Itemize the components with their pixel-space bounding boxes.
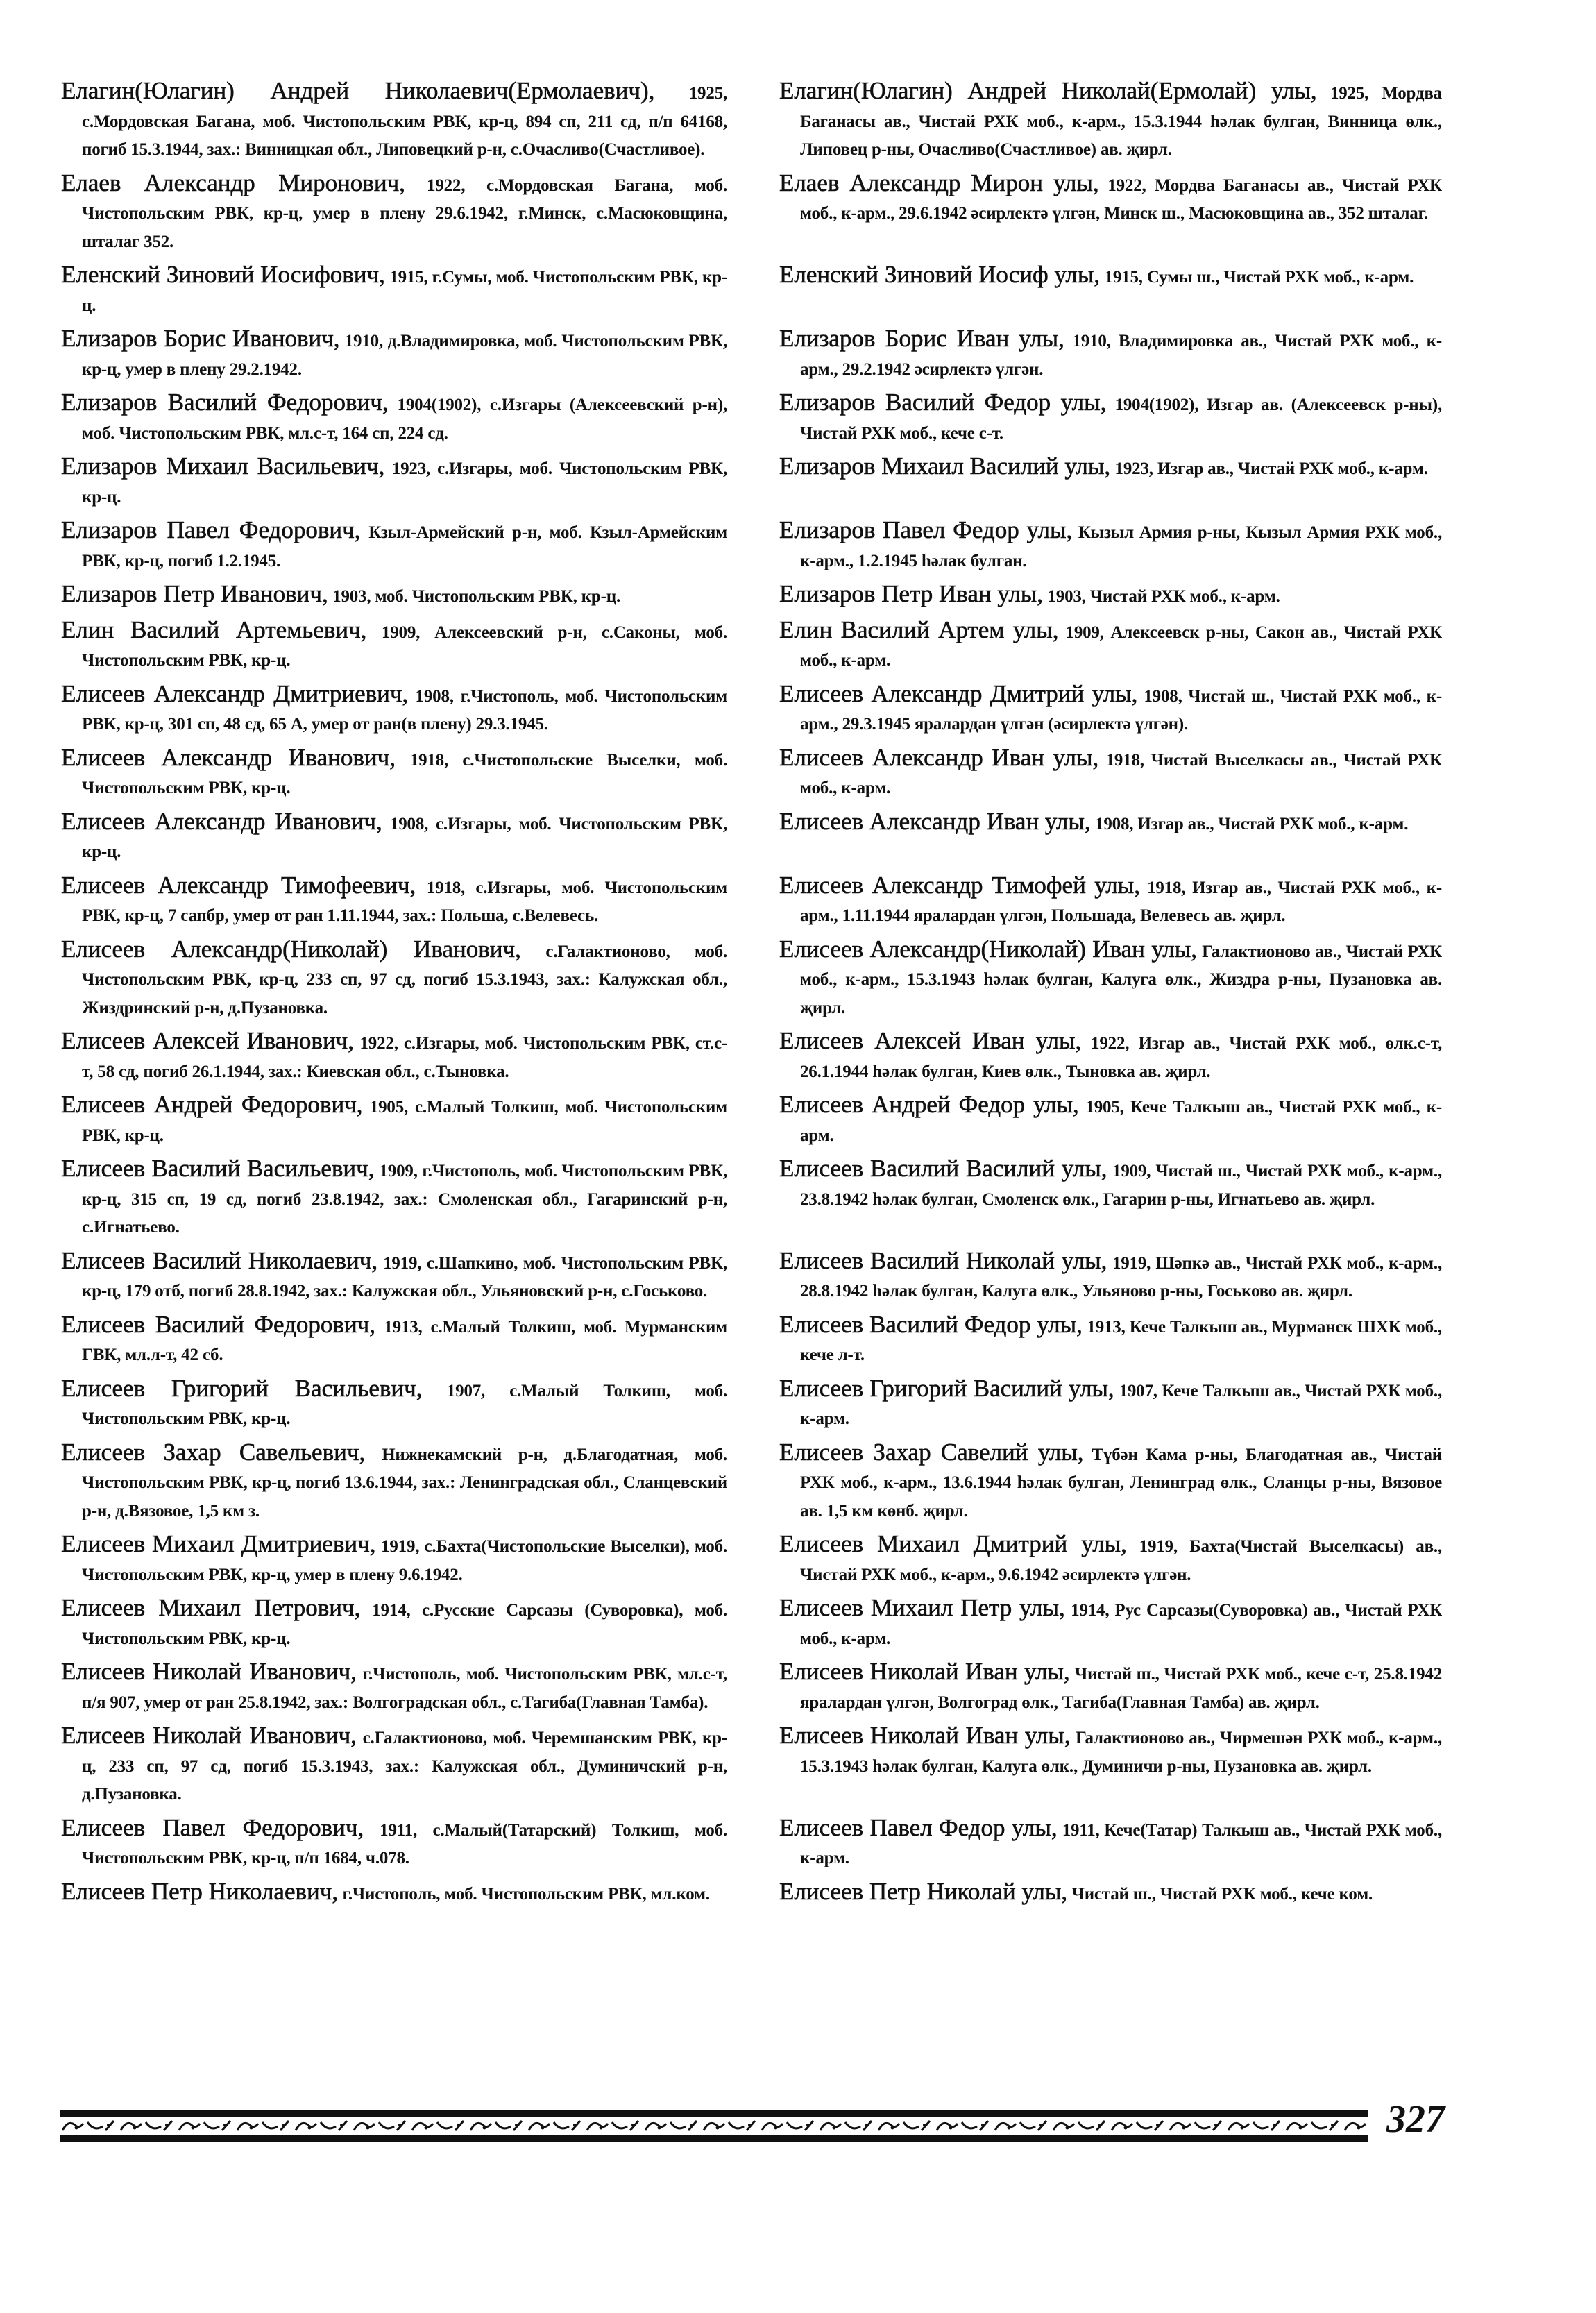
entry-details: Чистай ш., Чистай РХК моб., кече ком. bbox=[1071, 1884, 1373, 1904]
entry-details: Чистай ш., Чистай РХК моб., кече с-т, 25.8.1942 яралардан үлгән, Волгоград өлк., Тагиба(Главная Тамба) ав. җирл. bbox=[800, 1665, 1442, 1712]
entry-person-name: Елисеев Василий Николаевич, bbox=[61, 1246, 378, 1274]
entry-details: с.Галактионово, моб. Черемшанским РВК, кр-ц, 233 сп, 97 сд, погиб 15.3.1943, зах.: Калужская обл., Думиничский р-н, д.Пузановка. bbox=[82, 1729, 727, 1804]
entry-person-name: Елисеев Андрей Федор улы, bbox=[779, 1091, 1079, 1118]
entry-details: 1908, Изгар ав., Чистай РХК моб., к-арм. bbox=[1095, 814, 1409, 833]
entry-person-name: Елисеев Николай Иван улы, bbox=[779, 1722, 1071, 1749]
entry-person-name: Елисеев Александр Иван улы, bbox=[779, 807, 1091, 835]
entry-person-name: Елисеев Захар Савельевич, bbox=[61, 1438, 366, 1466]
entry-tatar bbox=[779, 1879, 1442, 1908]
entry-person-name: Еленский Зиновий Иосифович, bbox=[61, 261, 385, 288]
entry-person-name: Елизаров Михаил Василий улы, bbox=[779, 452, 1111, 480]
entry-details: 1911, Кече(Татар) Талкыш ав., Чистай РХК моб., к-арм. bbox=[800, 1820, 1442, 1867]
entry-person-name: Елагин(Юлагин) Андрей Николай(Ермолай) улы, bbox=[779, 77, 1317, 104]
entry-details: Түбән Кама р-ны, Благодатная ав., Чистай РХК моб., к-арм., 13.6.1944 һәлак булган, Ленинград өлк., Сланцы р-ны, Вязовое ав. 1,5 км көнб. җирл. bbox=[800, 1445, 1442, 1520]
entry-person-name: Елизаров Павел Федорович, bbox=[61, 516, 361, 543]
entry-row bbox=[61, 1879, 1442, 1908]
entry-person-name: Елисеев Петр Николаевич, bbox=[61, 1877, 339, 1905]
entry-details: 1919, Шәпкә ав., Чистай РХК моб., к-арм., 28.8.1942 һәлак булган, Калуга өлк., Ульяново р-ны, Госьково ав. җирл. bbox=[800, 1253, 1442, 1300]
entry-details: 1908, г.Чистополь, моб. Чистопольским РВК, кр-ц, 301 сп, 48 сд, 65 А, умер от ран(в плену) 29.3.1945. bbox=[82, 686, 727, 734]
entry-tatar bbox=[779, 1722, 1442, 1808]
entry-row bbox=[61, 1815, 1442, 1872]
entry-russian bbox=[61, 1659, 727, 1716]
entry-row bbox=[61, 1722, 1442, 1808]
entry-tatar bbox=[779, 1659, 1442, 1716]
entry-person-name: Елисеев Михаил Петрович, bbox=[61, 1594, 361, 1621]
entry-tatar bbox=[779, 1375, 1442, 1433]
entry-tatar bbox=[779, 78, 1442, 164]
entry-details: 1922, Изгар ав., Чистай РХК моб., өлк.с-т, 26.1.1944 һәлак булган, Киев өлк., Тыновка ав. җирл. bbox=[800, 1034, 1442, 1081]
entry-details: 1903, Чистай РХК моб., к-арм. bbox=[1047, 587, 1280, 606]
entry-person-name: Елин Василий Артемьевич, bbox=[61, 616, 367, 643]
entry-russian bbox=[61, 389, 727, 447]
entry-russian bbox=[61, 1375, 727, 1433]
entry-person-name: Елагин(Юлагин) Андрей Николаевич(Ермолаевич), bbox=[61, 77, 655, 104]
entry-details: 1907, с.Малый Толкиш, моб. Чистопольским РВК, кр-ц. bbox=[82, 1381, 727, 1428]
entry-russian bbox=[61, 1092, 727, 1149]
entry-russian bbox=[61, 1879, 727, 1908]
entry-tatar bbox=[779, 1155, 1442, 1242]
entry-details: 1918, Изгар ав., Чистай РХК моб., к-арм., 1.11.1944 яралардан үлгән, Польшада, Велевесь ав. җирл. bbox=[800, 878, 1442, 925]
entry-tatar bbox=[779, 262, 1442, 319]
entry-russian bbox=[61, 936, 727, 1022]
entry-row bbox=[61, 325, 1442, 383]
entry-person-name: Елисеев Николай Иван улы, bbox=[779, 1658, 1070, 1685]
entry-person-name: Елисеев Алексей Иван улы, bbox=[779, 1027, 1082, 1054]
entry-person-name: Елизаров Петр Иванович, bbox=[61, 580, 328, 607]
entry-details: 1905, Кече Талкыш ав., Чистай РХК моб., к-арм. bbox=[800, 1098, 1443, 1145]
entry-details: 1913, Кече Талкыш ав., Мурманск ШХК моб., кече л-т. bbox=[800, 1317, 1442, 1364]
entry-person-name: Елисеев Василий Федорович, bbox=[61, 1310, 376, 1338]
entry-person-name: Елисеев Николай Иванович, bbox=[61, 1722, 357, 1749]
entry-person-name: Елисеев Михаил Дмитрий улы, bbox=[779, 1530, 1127, 1557]
entry-details: Нижнекамский р-н, д.Благодатная, моб. Чистопольским РВК, кр-ц, погиб 13.6.1944, зах.: Ленинградская обл., Сланцевский р-н, д.Вязовое, 1,5 км з. bbox=[82, 1445, 727, 1520]
entry-row bbox=[61, 170, 1442, 256]
entry-details: г.Чистополь, моб. Чистопольским РВК, мл.ком. bbox=[342, 1884, 710, 1904]
entry-details: 1923, Изгар ав., Чистай РХК моб., к-арм. bbox=[1114, 459, 1428, 478]
entry-details: 1914, с.Русские Сарсазы (Суворовка), моб. Чистопольским РВК, кр-ц. bbox=[82, 1601, 727, 1648]
entry-details: с.Галактионово, моб. Чистопольским РВК, кр-ц, 233 сп, 97 сд, погиб 15.3.1943, зах.: Калужская обл., Жиздринский р-н, д.Пузановка. bbox=[82, 942, 727, 1017]
entry-person-name: Елисеев Александр Тимофей улы, bbox=[779, 871, 1140, 899]
entry-tatar bbox=[779, 1531, 1442, 1588]
entry-russian bbox=[61, 581, 727, 611]
entry-row bbox=[61, 1248, 1442, 1305]
entry-russian bbox=[61, 517, 727, 575]
entry-person-name: Елизаров Борис Иван улы, bbox=[779, 325, 1064, 352]
entry-details: 1910, Владимировка ав., Чистай РХК моб., к-арм., 29.2.1942 әсирлектә үлгән. bbox=[800, 332, 1442, 379]
entry-tatar bbox=[779, 325, 1442, 383]
entry-russian bbox=[61, 1028, 727, 1085]
entry-russian bbox=[61, 325, 727, 383]
entry-details: 1909, Алексеевск р-ны, Сакон ав., Чистай РХК моб., к-арм. bbox=[800, 622, 1442, 670]
entry-person-name: Елизаров Василий Федорович, bbox=[61, 389, 389, 416]
entry-person-name: Елисеев Михаил Петр улы, bbox=[779, 1594, 1065, 1621]
entry-details: 1908, Чистай ш., Чистай РХК моб., к-арм., 29.3.1945 яралардан үлгән (әсирлектә үлгән). bbox=[800, 686, 1442, 734]
entry-details: 1910, д.Владимировка, моб. Чистопольским РВК, кр-ц, умер в плену 29.2.1942. bbox=[82, 332, 727, 379]
entry-person-name: Елисеев Василий Василий улы, bbox=[779, 1155, 1107, 1182]
entry-tatar bbox=[779, 808, 1442, 866]
entry-details: Кзыл-Армейский р-н, моб. Кзыл-Армейским РВК, кр-ц, погиб 1.2.1945. bbox=[82, 523, 727, 570]
page-footer bbox=[60, 2098, 1448, 2151]
entry-details: 1907, Кече Талкыш ав., Чистай РХК моб., к-арм. bbox=[800, 1381, 1442, 1428]
entry-person-name: Елисеев Александр Иванович, bbox=[61, 807, 382, 835]
entry-details: Галактионово ав., Чирмешән РХК моб., к-арм., 15.3.1943 һәлак булган, Калуга өлк., Думиничи р-ны, Пузановка ав. җирл. bbox=[800, 1729, 1442, 1776]
entry-tatar bbox=[779, 1815, 1442, 1872]
entry-details: г.Чистополь, моб. Чистопольским РВК, мл.с-т, п/я 907, умер от ран 25.8.1942, зах.: Волгоградская обл., с.Тагиба(Главная Тамба). bbox=[82, 1665, 727, 1712]
entry-russian bbox=[61, 453, 727, 511]
entry-row bbox=[61, 1595, 1442, 1652]
entry-person-name: Елизаров Михаил Васильевич, bbox=[61, 452, 385, 480]
entry-russian bbox=[61, 78, 727, 164]
entry-details: 1919, Бахта(Чистай Выселкасы) ав., Чистай РХК моб., к-арм., 9.6.1942 әсирлектә үлгән. bbox=[800, 1537, 1442, 1584]
entry-row bbox=[61, 936, 1442, 1022]
entry-russian bbox=[61, 872, 727, 930]
entry-row bbox=[61, 517, 1442, 575]
entry-person-name: Елисеев Алексей Иванович, bbox=[61, 1027, 355, 1054]
decorative-border-band-icon bbox=[60, 2110, 1368, 2142]
entry-person-name: Елисеев Захар Савелий улы, bbox=[779, 1438, 1084, 1466]
entry-russian bbox=[61, 617, 727, 675]
entry-row bbox=[61, 1028, 1442, 1085]
entry-tatar bbox=[779, 745, 1442, 802]
entry-details: Галактионово ав., Чистай РХК моб., к-арм., 15.3.1943 һәлак булган, Калуга өлк., Жиздра р-ны, Пузановка ав. җирл. bbox=[800, 942, 1442, 1017]
entry-details: 1922, с.Мордовская Багана, моб. Чистопольским РВК, кр-ц, умер в плену 29.6.1942, г.Минск, с.Масюковщина, шталаг 352. bbox=[82, 176, 727, 251]
entry-person-name: Еленский Зиновий Иосиф улы, bbox=[779, 261, 1101, 288]
entry-details: 1919, с.Шапкино, моб. Чистопольским РВК, кр-ц, 179 отб, погиб 28.8.1942, зах.: Калужская обл., Ульяновский р-н, с.Госьково. bbox=[82, 1253, 727, 1300]
entry-row bbox=[61, 1155, 1442, 1242]
entry-details: 1904(1902), Изгар ав. (Алексеевск р-ны), Чистай РХК моб., кече с-т. bbox=[800, 396, 1443, 443]
entry-tatar bbox=[779, 1439, 1442, 1525]
entry-row bbox=[61, 1659, 1442, 1716]
entry-row bbox=[61, 389, 1442, 447]
entry-tatar bbox=[779, 581, 1442, 611]
entry-details: 1918, с.Чистопольские Выселки, моб. Чистопольским РВК, кр-ц. bbox=[82, 750, 727, 797]
entry-details: 1914, Рус Сарсазы(Суворовка) ав., Чистай РХК моб., к-арм. bbox=[800, 1601, 1443, 1648]
entry-person-name: Елисеев Александр Дмитриевич, bbox=[61, 679, 409, 707]
entry-person-name: Елисеев Александр Иванович, bbox=[61, 743, 396, 771]
entry-person-name: Елисеев Александр Иван улы, bbox=[779, 743, 1099, 771]
entry-russian bbox=[61, 1248, 727, 1305]
entry-tatar bbox=[779, 170, 1442, 256]
entry-russian bbox=[61, 262, 727, 319]
entry-russian bbox=[61, 808, 727, 866]
entry-person-name: Елизаров Петр Иван улы, bbox=[779, 580, 1044, 607]
entry-details: 1909, Алексеевский р-н, с.Саконы, моб. Чистопольским РВК, кр-ц. bbox=[82, 622, 727, 670]
entry-tatar bbox=[779, 872, 1442, 930]
entry-row bbox=[61, 1531, 1442, 1588]
entry-person-name: Елисеев Василий Васильевич, bbox=[61, 1155, 375, 1182]
entry-tatar bbox=[779, 1595, 1442, 1652]
entry-tatar bbox=[779, 1028, 1442, 1085]
entry-row bbox=[61, 745, 1442, 802]
entry-details: 1915, Сумы ш., Чистай РХК моб., к-арм. bbox=[1104, 268, 1414, 287]
entry-person-name: Елин Василий Артем улы, bbox=[779, 616, 1059, 643]
entry-details: 1905, с.Малый Толкиш, моб. Чистопольским РВК, кр-ц. bbox=[82, 1098, 727, 1145]
entry-person-name: Елисеев Петр Николай улы, bbox=[779, 1877, 1068, 1905]
entry-tatar bbox=[779, 389, 1442, 447]
entry-details: 1908, с.Изгары, моб. Чистопольским РВК, кр-ц. bbox=[82, 814, 728, 861]
entry-details: 1909, г.Чистополь, моб. Чистопольским РВК, кр-ц, 315 сп, 19 сд, погиб 23.8.1942, зах.: Смоленская обл., Гагаринский р-н, с.Игнатьево. bbox=[82, 1162, 728, 1237]
entry-person-name: Елаев Александр Миронович, bbox=[61, 169, 405, 196]
entry-row bbox=[61, 1375, 1442, 1433]
entry-person-name: Елизаров Павел Федор улы, bbox=[779, 516, 1073, 543]
entry-details: 1918, Чистай Выселкасы ав., Чистай РХК моб., к-арм. bbox=[800, 750, 1442, 797]
entry-details: Кызыл Армия р-ны, Кызыл Армия РХК моб., к-арм., 1.2.1945 һәлак булган. bbox=[800, 523, 1442, 570]
entry-person-name: Елаев Александр Мирон улы, bbox=[779, 169, 1099, 196]
entry-tatar bbox=[779, 1092, 1442, 1149]
entry-row bbox=[61, 262, 1442, 319]
entry-row bbox=[61, 78, 1442, 164]
entry-row bbox=[61, 1092, 1442, 1149]
entry-person-name: Елисеев Василий Федор улы, bbox=[779, 1310, 1083, 1338]
entry-row bbox=[61, 681, 1442, 738]
entry-person-name: Елисеев Василий Николай улы, bbox=[779, 1246, 1107, 1274]
entry-person-name: Елисеев Николай Иванович, bbox=[61, 1658, 357, 1685]
entry-person-name: Елизаров Борис Иванович, bbox=[61, 325, 340, 352]
entry-russian bbox=[61, 1312, 727, 1369]
entry-russian bbox=[61, 1531, 727, 1588]
entry-row bbox=[61, 1439, 1442, 1525]
entry-tatar bbox=[779, 1312, 1442, 1369]
entry-russian bbox=[61, 170, 727, 256]
entry-details: 1913, с.Малый Толкиш, моб. Мурманским ГВК, мл.л-т, 42 сб. bbox=[82, 1317, 727, 1364]
entry-row bbox=[61, 581, 1442, 611]
entry-tatar bbox=[779, 936, 1442, 1022]
entry-details: 1918, с.Изгары, моб. Чистопольским РВК, кр-ц, 7 сапбр, умер от ран 1.11.1944, зах.: Польша, с.Велевесь. bbox=[82, 878, 727, 925]
entry-details: 1922, с.Изгары, моб. Чистопольским РВК, ст.с-т, 58 сд, погиб 26.1.1944, зах.: Киевская обл., с.Тыновка. bbox=[82, 1034, 727, 1081]
entry-person-name: Елисеев Михаил Дмитриевич, bbox=[61, 1530, 376, 1557]
entry-tatar bbox=[779, 617, 1442, 675]
entry-russian bbox=[61, 1722, 727, 1808]
entry-person-name: Елизаров Василий Федор улы, bbox=[779, 389, 1107, 416]
entry-row bbox=[61, 617, 1442, 675]
entry-person-name: Елисеев Григорий Васильевич, bbox=[61, 1374, 423, 1402]
entry-person-name: Елисеев Александр Дмитрий улы, bbox=[779, 679, 1138, 707]
entry-russian bbox=[61, 1155, 727, 1242]
entries-two-column-list bbox=[61, 78, 1442, 1908]
entry-person-name: Елисеев Александр(Николай) Иван улы, bbox=[779, 935, 1198, 963]
entry-tatar bbox=[779, 681, 1442, 738]
entry-russian bbox=[61, 1439, 727, 1525]
entry-person-name: Елисеев Александр(Николай) Иванович, bbox=[61, 935, 521, 963]
entry-details: 1911, с.Малый(Татарский) Толкиш, моб. Чистопольским РВК, кр-ц, п/п 1684, ч.078. bbox=[82, 1820, 727, 1867]
entry-row bbox=[61, 872, 1442, 930]
entry-row bbox=[61, 1312, 1442, 1369]
entry-person-name: Елисеев Александр Тимофеевич, bbox=[61, 871, 416, 899]
entry-person-name: Елисеев Андрей Федорович, bbox=[61, 1091, 363, 1118]
entry-tatar bbox=[779, 517, 1442, 575]
entry-details: 1925, с.Мордовская Багана, моб. Чистопольским РВК, кр-ц, 894 сп, 211 сд, п/п 64168, погиб 15.3.1944, зах.: Винницкая обл., Липовецкий р-н, с.Очасливо(Счастливое). bbox=[82, 84, 727, 159]
entry-details: 1925, Мордва Баганасы ав., Чистай РХК моб., к-арм., 15.3.1944 һәлак булган, Винница өлк., Липовец р-ны, Очасливо(Счастливое) ав. җирл. bbox=[800, 84, 1442, 159]
entry-russian bbox=[61, 1815, 727, 1872]
entry-tatar bbox=[779, 1248, 1442, 1305]
entry-tatar bbox=[779, 453, 1442, 511]
entry-details: 1915, г.Сумы, моб. Чистопольским РВК, кр-ц. bbox=[82, 268, 727, 315]
entry-person-name: Елисеев Павел Федорович, bbox=[61, 1813, 364, 1841]
entry-row bbox=[61, 453, 1442, 511]
memorial-book-page bbox=[61, 78, 1442, 1914]
entry-details: 1919, с.Бахта(Чистопольские Выселки), моб. Чистопольским РВК, кр-ц, умер в плену 9.6.1942. bbox=[82, 1537, 728, 1584]
entry-row bbox=[61, 808, 1442, 866]
ornament-scroll-pattern-icon bbox=[60, 2117, 1368, 2135]
entry-details: 1922, Мордва Баганасы ав., Чистай РХК моб., к-арм., 29.6.1942 әсирлектә үлгән, Минск ш., Масюковщина ав., 352 шталаг. bbox=[800, 176, 1442, 223]
entry-person-name: Елисеев Григорий Василий улы, bbox=[779, 1374, 1114, 1402]
page-number: 327 bbox=[1386, 2098, 1445, 2141]
entry-russian bbox=[61, 1595, 727, 1652]
entry-details: 1923, с.Изгары, моб. Чистопольским РВК, кр-ц. bbox=[82, 459, 727, 507]
entry-details: 1909, Чистай ш., Чистай РХК моб., к-арм., 23.8.1942 һәлак булган, Смоленск өлк., Гагарин р-ны, Игнатьево ав. җирл. bbox=[800, 1162, 1442, 1209]
entry-russian bbox=[61, 745, 727, 802]
entry-details: 1904(1902), с.Изгары (Алексеевский р-н), моб. Чистопольским РВК, мл.с-т, 164 сп, 224 сд. bbox=[82, 396, 727, 443]
entry-russian bbox=[61, 681, 727, 738]
entry-person-name: Елисеев Павел Федор улы, bbox=[779, 1813, 1058, 1841]
entry-details: 1903, моб. Чистопольским РВК, кр-ц. bbox=[332, 587, 621, 606]
